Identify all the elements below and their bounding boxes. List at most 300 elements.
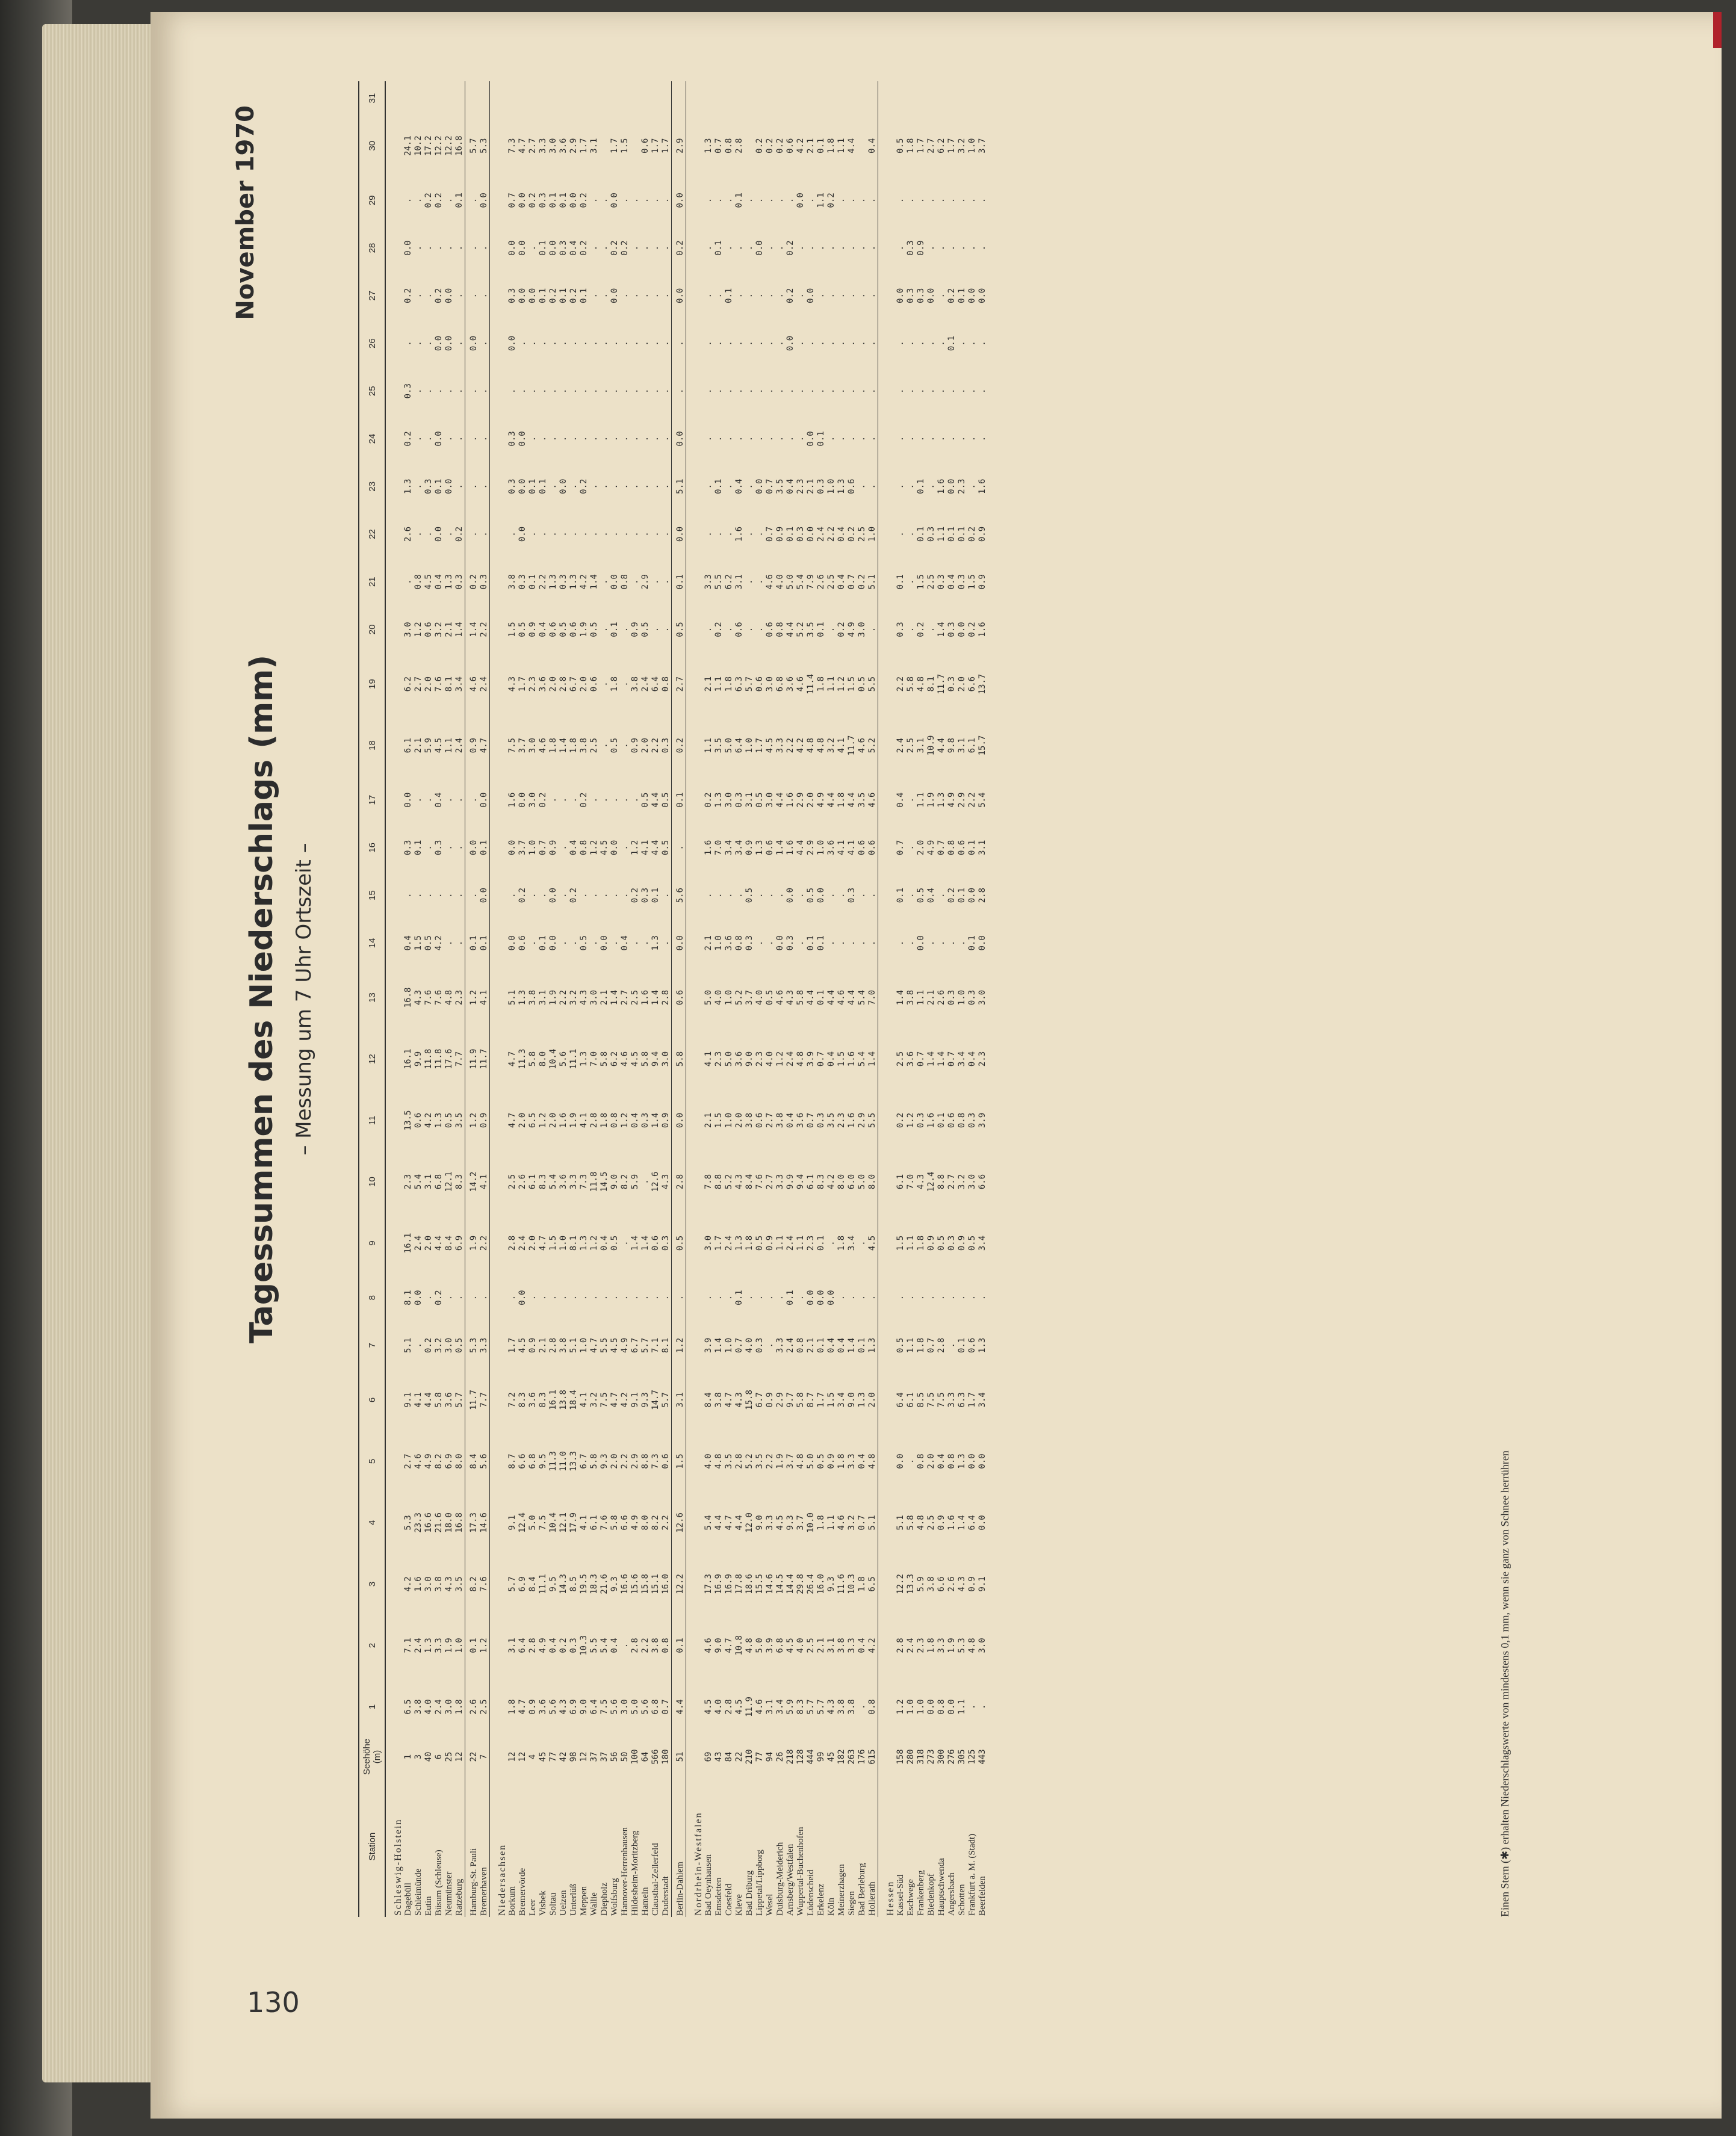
station-height: 300 xyxy=(937,1749,946,1765)
precip-value: . xyxy=(755,531,764,537)
precip-value: 6.5 xyxy=(403,1699,413,1715)
precip-value: 3.4 xyxy=(957,1051,967,1067)
precip-value: . xyxy=(957,341,967,346)
precip-value: 2.8 xyxy=(528,1638,538,1653)
precip-value: . xyxy=(579,341,589,346)
precip-value: . xyxy=(600,531,609,537)
precip-value: 26.4 xyxy=(806,1574,816,1594)
precip-value: 8.7 xyxy=(507,1453,517,1469)
precip-value: 5.6 xyxy=(548,1699,558,1715)
precip-value: . xyxy=(479,341,489,346)
precip-value: 5.6 xyxy=(675,887,685,903)
precip-value: 6.8 xyxy=(775,676,785,692)
precip-value: 7.0 xyxy=(867,989,877,1006)
precip-value: 1.1 xyxy=(775,1235,785,1251)
precip-value: 4.3 xyxy=(661,1174,671,1190)
precip-value: 1.4 xyxy=(469,622,479,637)
precip-value: . xyxy=(651,293,660,299)
precip-value: . xyxy=(469,245,479,251)
column-header-day: 9 xyxy=(359,1212,385,1274)
precip-value: 7.5 xyxy=(538,1515,548,1531)
precip-value: 6.7 xyxy=(579,1453,589,1469)
precip-value: . xyxy=(837,893,846,898)
precip-value: . xyxy=(414,484,423,489)
precip-value: 0.1 xyxy=(714,240,724,256)
precip-value: 1.1 xyxy=(957,1699,967,1715)
station-name: Coesfeld xyxy=(724,1883,734,1916)
precip-value: 9.9 xyxy=(786,1174,795,1190)
precip-value: 0.3 xyxy=(424,478,433,494)
precip-value: 3.8 xyxy=(837,1699,846,1715)
precip-value: 13.5 xyxy=(403,1110,413,1131)
precip-value: . xyxy=(640,1179,650,1184)
precip-value: 3.4 xyxy=(724,840,734,856)
precip-value: 0.0 xyxy=(675,431,685,447)
precip-value: 0.5 xyxy=(444,1112,454,1128)
precip-value: 0.5 xyxy=(675,622,685,637)
precip-value: 0.5 xyxy=(967,1235,977,1251)
precip-value: 1.4 xyxy=(651,989,660,1006)
precip-value: 1.0 xyxy=(724,1112,734,1128)
precip-value: 8.4 xyxy=(444,1235,454,1251)
precip-value: 0.2 xyxy=(569,887,578,903)
precip-value: 2.7 xyxy=(765,1112,775,1128)
station-name: Arnsberg/Westfalen xyxy=(786,1843,795,1916)
page-subtitle: – Messung um 7 Uhr Ortszeit – xyxy=(292,843,316,1156)
table-row xyxy=(454,81,465,1917)
precip-value: . xyxy=(978,197,987,203)
precip-value: 11.7 xyxy=(469,1390,479,1410)
table-row xyxy=(434,81,444,1917)
precip-value: 0.8 xyxy=(620,574,630,590)
precip-value: 5.4 xyxy=(548,1174,558,1190)
precip-value: . xyxy=(414,531,423,537)
precip-value: 5.0 xyxy=(755,1638,764,1653)
precip-value: . xyxy=(714,436,724,442)
precip-value: 17.2 xyxy=(424,135,433,156)
precip-value: . xyxy=(947,436,956,442)
precip-value: 0.1 xyxy=(675,792,685,808)
group-name: Nordrhein-Westfalen xyxy=(693,1812,704,1916)
precip-value: 7.6 xyxy=(434,676,444,692)
precip-value: 5.7 xyxy=(507,1576,517,1592)
precip-value: . xyxy=(867,197,877,203)
precip-value: . xyxy=(600,1295,609,1301)
precip-value: 2.0 xyxy=(916,840,926,856)
precip-value xyxy=(867,81,878,115)
precip-value: 2.3 xyxy=(978,1051,987,1067)
precip-value: . xyxy=(816,341,826,346)
precip-value: 2.8 xyxy=(559,676,568,692)
precip-value: 1.2 xyxy=(896,1699,905,1715)
precip-value: 9.3 xyxy=(610,1576,619,1592)
precip-value xyxy=(857,115,867,176)
station-name: Uelzen xyxy=(559,1890,568,1916)
precip-value xyxy=(518,81,528,115)
table-body xyxy=(385,81,988,1917)
precip-value: 9.0 xyxy=(745,1051,754,1067)
precip-value: 1.4 xyxy=(867,1051,877,1067)
precip-value: 0.2 xyxy=(967,526,977,542)
precip-value: 0.0 xyxy=(926,288,936,303)
precip-value: 2.2 xyxy=(479,622,489,637)
precip-value: 4.6 xyxy=(414,1453,423,1469)
precip-value: . xyxy=(947,1343,956,1348)
precip-value: 0.1 xyxy=(816,622,826,637)
precip-value: 1.8 xyxy=(916,1337,926,1353)
precip-value: 1.4 xyxy=(775,840,785,856)
station-name: Schleimünde xyxy=(414,1868,423,1916)
precip-value: 6.8 xyxy=(434,1174,444,1190)
precip-value: 1.4 xyxy=(589,574,599,590)
station-name: Hollerath xyxy=(867,1881,877,1916)
precip-value: 0.2 xyxy=(765,138,775,153)
precip-value: . xyxy=(867,940,877,946)
precip-value: 2.8 xyxy=(937,1337,946,1353)
precip-value: 10.0 xyxy=(806,1512,816,1533)
precip-value: 0.2 xyxy=(403,288,413,303)
column-header-day: 20 xyxy=(359,605,385,653)
precip-value: . xyxy=(610,436,619,442)
station-name: Berlin-Dahlem xyxy=(675,1862,685,1916)
precip-value: 4.6 xyxy=(867,792,877,808)
table-row xyxy=(786,81,796,1917)
station-height: 615 xyxy=(867,1749,877,1765)
precip-value: . xyxy=(528,388,538,394)
precip-value: 0.5 xyxy=(518,622,527,637)
precip-value xyxy=(714,81,724,115)
precip-value: . xyxy=(630,341,640,346)
precip-value: . xyxy=(704,245,713,251)
precip-value: 1.8 xyxy=(610,676,619,692)
precip-value: 0.8 xyxy=(957,1112,967,1128)
precip-value: 0.6 xyxy=(640,138,650,153)
precip-value: . xyxy=(569,436,578,442)
precip-value: . xyxy=(548,531,558,537)
precip-value: 3.9 xyxy=(704,1337,713,1353)
precip-value: 1.7 xyxy=(755,737,764,754)
precip-value: 1.4 xyxy=(847,1337,857,1353)
precip-value: 0.2 xyxy=(424,193,433,208)
precip-value: 0.9 xyxy=(978,574,987,590)
precip-value: 3.0 xyxy=(424,1576,433,1592)
precip-value: 0.0 xyxy=(559,478,568,494)
precip-value: . xyxy=(538,1295,548,1301)
group-separator xyxy=(385,81,389,1917)
precip-value: 9.4 xyxy=(796,1174,805,1190)
precip-value: . xyxy=(589,388,599,394)
precip-value: . xyxy=(620,484,630,489)
station-height: 77 xyxy=(755,1751,764,1762)
precip-value: 1.3 xyxy=(579,1051,589,1067)
precip-value: 2.9 xyxy=(675,138,685,153)
precip-value: . xyxy=(937,388,946,394)
precip-value: 4.5 xyxy=(630,1051,640,1067)
precip-value: . xyxy=(610,388,619,394)
precip-value: 2.6 xyxy=(947,1576,956,1592)
precip-value: . xyxy=(479,245,489,251)
precip-value: 2.1 xyxy=(414,737,423,754)
precip-value: 5.2 xyxy=(724,1174,734,1190)
table-row xyxy=(579,81,589,1917)
precip-value: 4.4 xyxy=(434,1235,444,1251)
precip-value: 0.9 xyxy=(775,526,785,542)
station-name: Borkum xyxy=(507,1886,517,1916)
precip-value: 1.5 xyxy=(507,622,517,637)
precip-value: 3.6 xyxy=(796,1112,805,1128)
table-row xyxy=(978,81,988,1917)
precip-value: . xyxy=(957,1295,967,1301)
station-name: Frankfurt a. M. (Stadt) xyxy=(967,1833,977,1916)
precip-value: 2.2 xyxy=(640,1638,650,1653)
precip-value xyxy=(479,81,490,115)
precip-value: 5.2 xyxy=(745,1453,754,1469)
precip-value: 4.3 xyxy=(559,1699,568,1715)
precip-value: 3.8 xyxy=(651,1638,660,1653)
precip-value: 1.5 xyxy=(847,676,857,692)
precip-value: 4.3 xyxy=(826,1699,836,1715)
precip-value: . xyxy=(826,893,836,898)
precip-value: 4.2 xyxy=(826,1174,836,1190)
precip-value: . xyxy=(745,197,754,203)
precip-value: 1.7 xyxy=(661,138,671,153)
precip-value: 4.7 xyxy=(507,1051,517,1067)
precip-value: 6.1 xyxy=(967,737,977,754)
station-height: 77 xyxy=(548,1751,558,1762)
precip-value: 4.5 xyxy=(518,1337,527,1353)
precip-value: . xyxy=(896,388,905,394)
precip-value: . xyxy=(651,341,660,346)
precip-value: 6.8 xyxy=(528,1453,538,1469)
precip-value: 0.0 xyxy=(675,1112,685,1128)
precip-value: 0.5 xyxy=(857,676,867,692)
precip-value: 0.0 xyxy=(675,526,685,542)
precip-value: . xyxy=(926,484,936,489)
precip-value: 3.8 xyxy=(775,1112,785,1128)
precip-value: . xyxy=(620,1240,630,1246)
precip-value: 0.4 xyxy=(826,1337,836,1353)
precip-value: 0.1 xyxy=(559,288,568,303)
precip-value: 4.6 xyxy=(775,989,785,1006)
precip-value: 2.5 xyxy=(926,1515,936,1531)
precip-value: . xyxy=(661,484,671,489)
precip-value: . xyxy=(454,484,464,489)
precip-value: . xyxy=(867,245,877,251)
precip-value: . xyxy=(926,245,936,251)
precip-value: 0.4 xyxy=(548,1638,558,1653)
table-row xyxy=(424,81,434,1917)
table-row xyxy=(957,81,967,1917)
precip-value: 3.1 xyxy=(978,840,987,856)
precip-value: 4.9 xyxy=(424,1453,433,1469)
precip-value: . xyxy=(857,197,867,203)
precip-value: 3.0 xyxy=(528,792,538,808)
column-header-day: 13 xyxy=(359,967,385,1028)
precip-value: . xyxy=(837,388,846,394)
precip-value: . xyxy=(640,484,650,489)
precip-value: . xyxy=(661,531,671,537)
precip-value: 4.4 xyxy=(796,840,805,856)
precip-value: . xyxy=(837,293,846,299)
precip-value: . xyxy=(704,388,713,394)
station-name: Lüdenscheid xyxy=(806,1869,816,1916)
precip-value: 16.8 xyxy=(454,1512,464,1533)
precip-value: 21.6 xyxy=(434,1512,444,1533)
precip-value: . xyxy=(926,388,936,394)
precip-value: 1.3 xyxy=(403,478,413,494)
table-row xyxy=(734,81,745,1917)
station-height: 64 xyxy=(640,1751,650,1762)
precip-value: 0.5 xyxy=(765,989,775,1006)
precip-value: 0.2 xyxy=(947,887,956,903)
precip-value: 16.9 xyxy=(724,1574,734,1594)
table-row xyxy=(947,81,957,1917)
precip-value: 1.1 xyxy=(906,1337,916,1353)
precip-value: 11.7 xyxy=(937,673,946,695)
precip-value: 0.0 xyxy=(816,887,826,903)
precip-value: 3.0 xyxy=(967,1174,977,1190)
precip-value: 17.3 xyxy=(704,1574,713,1594)
precip-value: 0.0 xyxy=(826,1290,836,1305)
page-title: Tagessummen des Niederschlags (mm) xyxy=(244,654,280,1344)
precip-value: 0.5 xyxy=(640,622,650,637)
precip-value xyxy=(978,81,988,115)
precip-value: 14.5 xyxy=(600,1171,609,1192)
precip-value: 1.2 xyxy=(620,1112,630,1128)
precip-value: . xyxy=(947,245,956,251)
precip-value: 0.3 xyxy=(816,478,826,494)
precip-value: . xyxy=(651,245,660,251)
precip-value: . xyxy=(724,627,734,633)
precip-value: 0.1 xyxy=(714,478,724,494)
precip-value: 5.4 xyxy=(857,1051,867,1067)
precip-value: 5.8 xyxy=(906,1515,916,1531)
precip-value: 6.6 xyxy=(620,1515,630,1531)
precip-value: 0.1 xyxy=(967,840,977,856)
precip-value: . xyxy=(957,197,967,203)
precip-value: 8.3 xyxy=(454,1174,464,1190)
precip-value: 3.6 xyxy=(444,1392,454,1408)
precip-value: . xyxy=(967,341,977,346)
precip-value: 3.7 xyxy=(978,138,987,153)
precip-value: 4.8 xyxy=(816,737,826,754)
precip-value: 4.1 xyxy=(579,1392,589,1408)
precip-value: 5.4 xyxy=(704,1515,713,1531)
precip-value: 8.2 xyxy=(620,1174,630,1190)
table-row xyxy=(775,81,786,1917)
precip-value: 0.7 xyxy=(847,574,857,590)
precip-value xyxy=(538,81,548,115)
precip-value: 8.4 xyxy=(528,1576,538,1592)
precip-value: 8.7 xyxy=(806,1392,816,1408)
precip-value: 2.2 xyxy=(786,737,795,754)
precip-value: 1.9 xyxy=(947,1638,956,1653)
precip-value: 2.6 xyxy=(403,526,413,542)
precip-value: . xyxy=(661,197,671,203)
table-row xyxy=(651,81,661,1917)
precip-value: . xyxy=(714,388,724,394)
precip-value: 3.6 xyxy=(734,1051,744,1067)
precip-value: 1.7 xyxy=(610,138,619,153)
precip-value: 6.4 xyxy=(518,1638,527,1653)
precip-value: 4.8 xyxy=(806,737,816,754)
precip-value: 1.0 xyxy=(454,1638,464,1653)
precip-value: 0.0 xyxy=(518,431,527,447)
precip-value: 4.3 xyxy=(734,1392,744,1408)
precip-value: 3.5 xyxy=(714,737,724,754)
precip-value: . xyxy=(896,197,905,203)
precip-value: 1.6 xyxy=(734,526,744,542)
station-height: 263 xyxy=(847,1749,857,1765)
precip-value: 6.9 xyxy=(454,1235,464,1251)
precip-value xyxy=(414,81,424,115)
precip-value: 2.9 xyxy=(775,1392,785,1408)
table-row xyxy=(414,81,424,1917)
precip-value: 1.6 xyxy=(786,840,795,856)
precip-value: . xyxy=(661,436,671,442)
precip-value: . xyxy=(826,245,836,251)
precip-value: 9.3 xyxy=(600,1453,609,1469)
precip-value: 2.2 xyxy=(896,676,905,692)
precip-value: 1.7 xyxy=(579,138,589,153)
precip-value: 1.1 xyxy=(916,989,926,1006)
precip-value: 0.0 xyxy=(444,288,454,303)
precip-value: 1.4 xyxy=(896,989,905,1006)
precip-value: 0.4 xyxy=(857,1638,867,1653)
precip-value: 9.3 xyxy=(640,1392,650,1408)
precip-value: 0.5 xyxy=(916,887,926,903)
precip-value: . xyxy=(775,388,785,394)
precip-value: . xyxy=(947,1295,956,1301)
precip-value: 0.2 xyxy=(424,1337,433,1353)
precip-value: 0.5 xyxy=(816,1453,826,1469)
precip-value: 0.3 xyxy=(926,526,936,542)
precip-value: 0.0 xyxy=(479,887,489,903)
precip-value: . xyxy=(640,197,650,203)
column-header-day: 14 xyxy=(359,919,385,967)
precip-value: . xyxy=(538,341,548,346)
station-name: Lippetal/Lippborg xyxy=(755,1850,764,1916)
column-header-day: 5 xyxy=(359,1431,385,1492)
precip-value: 1.1 xyxy=(714,676,724,692)
precip-value: 3.6 xyxy=(559,1174,568,1190)
precip-value: 0.0 xyxy=(518,1290,527,1305)
precip-value: 24.1 xyxy=(403,135,413,156)
precip-value: 3.3 xyxy=(947,1392,956,1408)
precip-value: 1.3 xyxy=(704,138,713,153)
precip-value: 11.7 xyxy=(479,1048,489,1070)
precip-value: 0.7 xyxy=(926,1337,936,1353)
precip-value: 11.1 xyxy=(538,1574,548,1594)
precip-value: . xyxy=(528,436,538,442)
precip-value: 1.1 xyxy=(906,1235,916,1251)
precip-value: 9.7 xyxy=(786,1392,795,1408)
precip-value xyxy=(651,81,661,115)
precip-value: 8.1 xyxy=(569,1235,578,1251)
precip-value: 8.0 xyxy=(640,1515,650,1531)
precip-value: . xyxy=(926,940,936,946)
precip-value: 0.6 xyxy=(867,840,877,856)
precip-value: 0.0 xyxy=(434,526,444,542)
precip-value: 7.6 xyxy=(600,1515,609,1531)
precip-value: 1.0 xyxy=(714,935,724,951)
precip-value: 0.1 xyxy=(916,478,926,494)
precip-value: . xyxy=(806,245,816,251)
precip-value: 3.6 xyxy=(538,676,548,692)
precip-value: 0.0 xyxy=(507,240,517,256)
precip-value: 4.4 xyxy=(651,792,660,808)
precip-value: 3.7 xyxy=(796,1515,805,1531)
